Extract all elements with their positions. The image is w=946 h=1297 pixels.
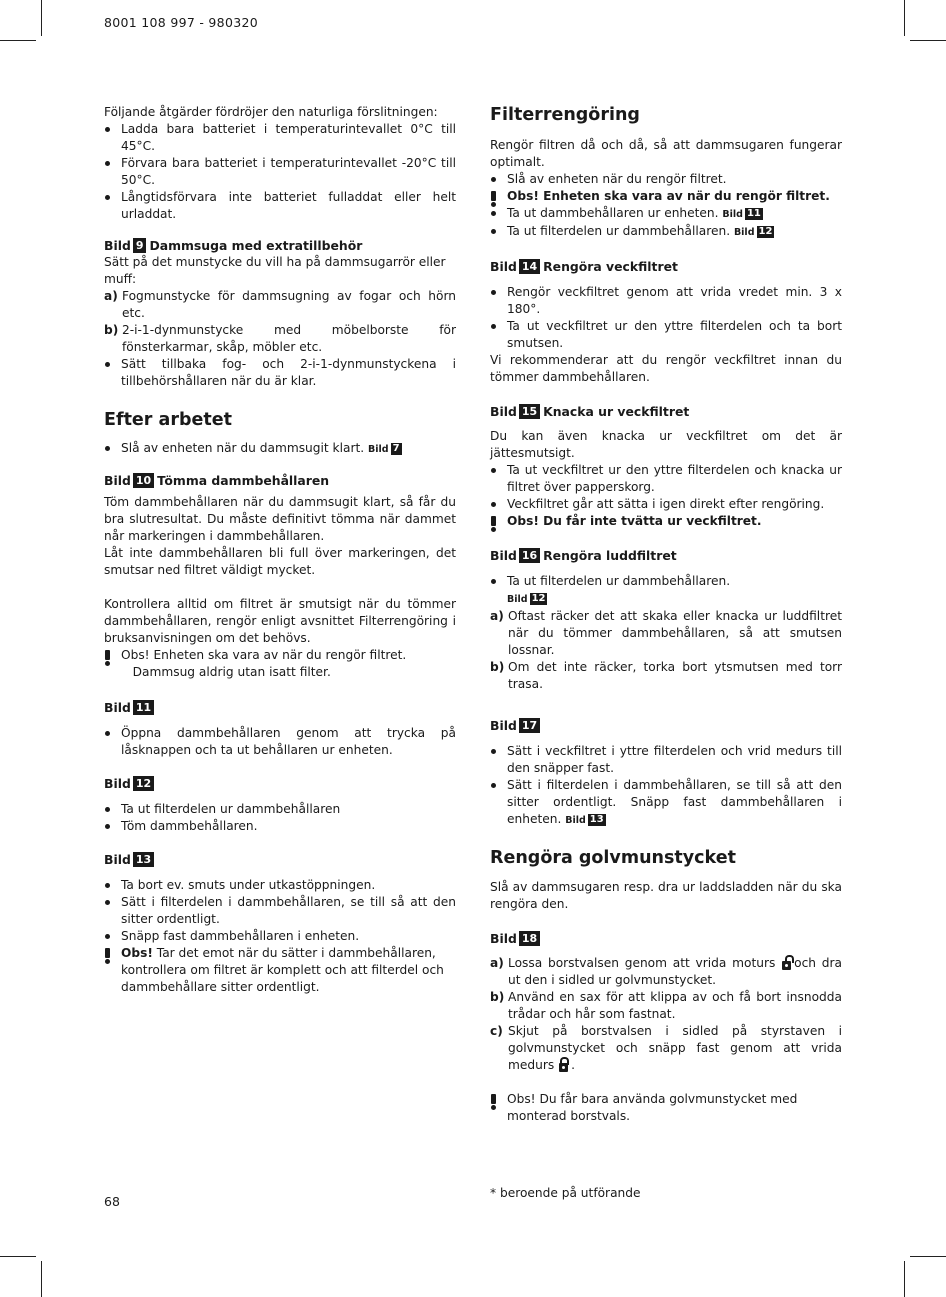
paragraph: Töm dammbehållaren när du dammsugit klart, så får du bra slutresultat. Du måste definitivt tömma när dammet når markeringen i dammbehållaren. [104,495,456,543]
crop-mark [904,0,905,36]
list-item: Ladda bara batteriet i temperaturintevallet 0°C till 45°C. [104,121,456,155]
bild18-item-c: c) Skjut på borstvalsen i sidled på styrstaven i golvmunstycket och snäpp fast genom att vrida medurs . [490,1024,842,1072]
crop-mark [910,1256,946,1257]
item-text: Använd en sax för att klippa av och få bort insnodda trådar och hår som fastnat. [508,990,842,1021]
item-letter: a) [490,609,504,623]
warning-label: Obs! [121,946,153,960]
left-column [104,104,456,996]
item-letter: b) [490,660,505,674]
list-item: Töm dammbehållaren. [104,818,456,835]
item-letter: b) [104,323,119,337]
bild-label: Bild [490,404,517,419]
bild9-item-a [104,288,456,322]
paragraph: Kontrollera alltid om filtret är smutsigt när du tömmer dammbehållaren, rengör enligt avsnittet Filterrengöring i bruksanvisningen om det behövs. [104,597,456,645]
list-item [490,777,842,829]
bild18-item-b [490,989,842,1023]
figure-number: 12 [758,226,773,237]
warning-icon [490,188,507,205]
list-item: Förvara bara batteriet i temperaturintevallet -20°C till 50°C. [104,155,456,189]
figure-number: 11 [746,208,761,219]
figure-number: 12 [133,776,154,791]
list-item: Sätt tillbaka fog- och 2-i-1-dynmunstyckena i tillbehörshållaren när du är klar. [104,356,456,390]
warning-icon [490,513,507,537]
bild-label: Bild [490,548,517,563]
paragraph: Låt inte dammbehållaren bli full över markeringen, det smutsar ned filtret väldigt mycket. [104,546,456,577]
item-text: Skjut på borstvalsen i sidled på styrstaven i golvmunstycket och snäpp fast genom att vrida medurs [508,1024,842,1072]
warning-note [490,513,842,537]
bild13-heading [104,851,456,868]
figure-number: 13 [589,814,604,825]
item-text: Lossa borstvalsen genom att vrida moturs [508,956,776,970]
figure-number: 12 [531,593,546,604]
item-text: Ta ut filterdelen ur dammbehållaren. [507,574,731,588]
list-item: Rengör veckfiltret genom att vrida vredet min. 3 x 180°. [490,284,842,318]
footnote: * beroende på utförande [490,1186,641,1200]
item-letter: c) [490,1024,503,1038]
warning-text: Dammsug aldrig utan isatt filter. [132,665,331,679]
battery-list [104,121,456,223]
list-item [490,573,842,608]
section-title-filter: Filterrengöring [490,105,640,125]
paragraph: Du kan även knacka ur veckfiltret om det är jättesmutsigt. [490,429,842,460]
crop-mark [0,40,36,41]
item-text: Fogmunstycke för dammsugning av fogar och hörn etc. [122,289,456,320]
item-text: 2-i-1-dynmunstycke med möbelborste för fönsterkarmar, skåp, möbler etc. [122,323,456,354]
bild9-heading [104,237,456,254]
lock-icon [559,1057,568,1072]
bild16-item-b [490,659,842,693]
list-item: Slå av enheten när du rengör filtret. [490,171,842,188]
bild15-heading [490,403,842,420]
figure-number: 16 [519,548,540,563]
warning-note [490,1091,842,1125]
paragraph: Vi rekommenderar att du rengör veckfiltret innan du tömmer dammbehållaren. [490,353,842,384]
bild-label: Bild [490,718,517,733]
bild-title: Dammsuga med extratillbehör [149,238,363,253]
item-text: och dra ut den i sidled ur golvmunstycket. [508,956,842,987]
item-text: Om det inte räcker, torka bort ytsmutsen med torr trasa. [508,660,842,691]
warning-note [490,188,842,205]
paragraph: Slå av dammsugaren resp. dra ur laddsladden när du ska rengöra den. [490,880,842,911]
list-item: Långtidsförvara inte batteriet fulladdat eller helt urladdat. [104,189,456,223]
bild-title: Knacka ur veckfiltret [543,404,690,419]
list-item [104,440,456,458]
bild-label: Bild [490,259,517,274]
list-item: Ta ut filterdelen ur dammbehållaren [104,801,456,818]
list-item: Snäpp fast dammbehållaren i enheten. [104,928,456,945]
bild-label: Bild [368,444,389,455]
figure-ref: Bild 12 [733,226,773,238]
figure-ref: Bild 13 [565,814,604,826]
figure-number: 14 [519,259,540,274]
bild-label: Bild [104,776,131,791]
crop-mark [41,0,42,36]
figure-ref: Bild 12 [507,593,546,605]
bild-label: Bild [490,931,517,946]
bild18-heading [490,930,842,947]
figure-number: 15 [519,404,540,419]
bild11-heading [104,699,456,716]
item-text: Slå av enheten när du dammsugit klart. [121,441,365,455]
list-item: Öppna dammbehållaren genom att trycka på låsknappen och ta ut behållaren ur enheten. [104,725,456,759]
bild-title: Tömma dammbehållaren [157,473,330,488]
list-item: Sätt i filterdelen i dammbehållaren, se till så att den sitter ordentligt. [104,894,456,928]
item-letter: a) [490,956,504,970]
figure-number: 7 [392,443,400,454]
bild14-heading [490,258,842,275]
list-item: Ta ut veckfiltret ur den yttre filterdelen och knacka ur filtret över papperskorg. [490,462,842,496]
figure-ref: Bild 11 [722,208,761,220]
list-item [490,223,842,241]
document-code: 8001 108 997 - 980320 [104,15,258,30]
item-text: Ta ut filterdelen ur dammbehållaren. [507,224,731,238]
figure-number: 17 [519,718,540,733]
bild12-heading [104,775,456,792]
item-letter: b) [490,990,505,1004]
bild9-text: Sätt på det munstycke du vill ha på dammsugarrör eller muff: [104,255,446,286]
figure-number: 10 [133,473,154,488]
warning-text: Obs! Du får inte tvätta ur veckfiltret. [507,514,762,528]
warning-text: Tar det emot när du sätter i dammbehållaren, kontrollera om filtret är komplett och att filterdel och dammbehållare sitter ordentligt. [121,946,444,994]
crop-mark [904,1261,905,1297]
page-number: 68 [104,1194,120,1209]
figure-number: 18 [519,931,540,946]
list-item [490,205,842,223]
bild17-heading [490,717,842,734]
warning-icon [490,1091,507,1125]
warning-icon [104,647,121,681]
section-title-golv: Rengöra golvmunstycket [490,848,736,868]
warning-text: Obs! Du får bara använda golvmunstycket med monterad borstvals. [507,1092,798,1123]
warning-text: Obs! Enheten ska vara av när du rengör filtret. [507,189,830,203]
warning-text: Obs! Enheten ska vara av när du rengör filtret. [121,648,407,662]
bild18-item-a [490,955,842,989]
bild-title: Rengöra veckfiltret [543,259,678,274]
item-text: Ta ut dammbehållaren ur enheten. [507,206,719,220]
list-item: Veckfiltret går att sätta i igen direkt efter rengöring. [490,496,842,513]
bild-label: Bild [104,238,131,253]
figure-number: 9 [133,238,147,253]
list-item: Ta ut veckfiltret ur den yttre filterdelen och ta bort smutsen. [490,318,842,352]
section-title-efter: Efter arbetet [104,410,232,430]
list-item: Ta bort ev. smuts under utkastöppningen. [104,877,456,894]
bild9-item-b [104,322,456,356]
bild16-item-a [490,608,842,659]
crop-mark [910,40,946,41]
figure-number: 11 [133,700,154,715]
item-letter: a) [104,289,118,303]
item-text: Sätt i filterdelen i dammbehållaren, se till så att den sitter ordentligt. Snäpp fast dammbehållaren i enheten. [507,778,842,826]
warning-note [104,647,456,681]
bild-label: Bild [104,852,131,867]
warning-icon [104,945,121,996]
crop-mark [0,1256,36,1257]
crop-mark [41,1261,42,1297]
bild-label: Bild [104,473,131,488]
bild16-heading [490,547,842,564]
bild-label: Bild [104,700,131,715]
figure-ref [368,444,402,455]
bild-title: Rengöra luddfiltret [543,548,677,563]
item-text: Oftast räcker det att skaka eller knacka ur luddfiltret när du tömmer dammbehållaren, så att smutsen lossnar. [508,609,842,657]
list-item: Sätt i veckfiltret i yttre filterdelen och vrid medurs till den snäpper fast. [490,743,842,777]
right-column [490,104,842,1125]
unlock-icon [782,955,791,970]
warning-note [104,945,456,996]
paragraph: Rengör filtren då och då, så att dammsugaren fungerar optimalt. [490,138,842,169]
intro-text: Följande åtgärder fördröjer den naturliga förslitningen: [104,105,438,119]
figure-number: 13 [133,852,154,867]
bild10-heading [104,472,456,489]
